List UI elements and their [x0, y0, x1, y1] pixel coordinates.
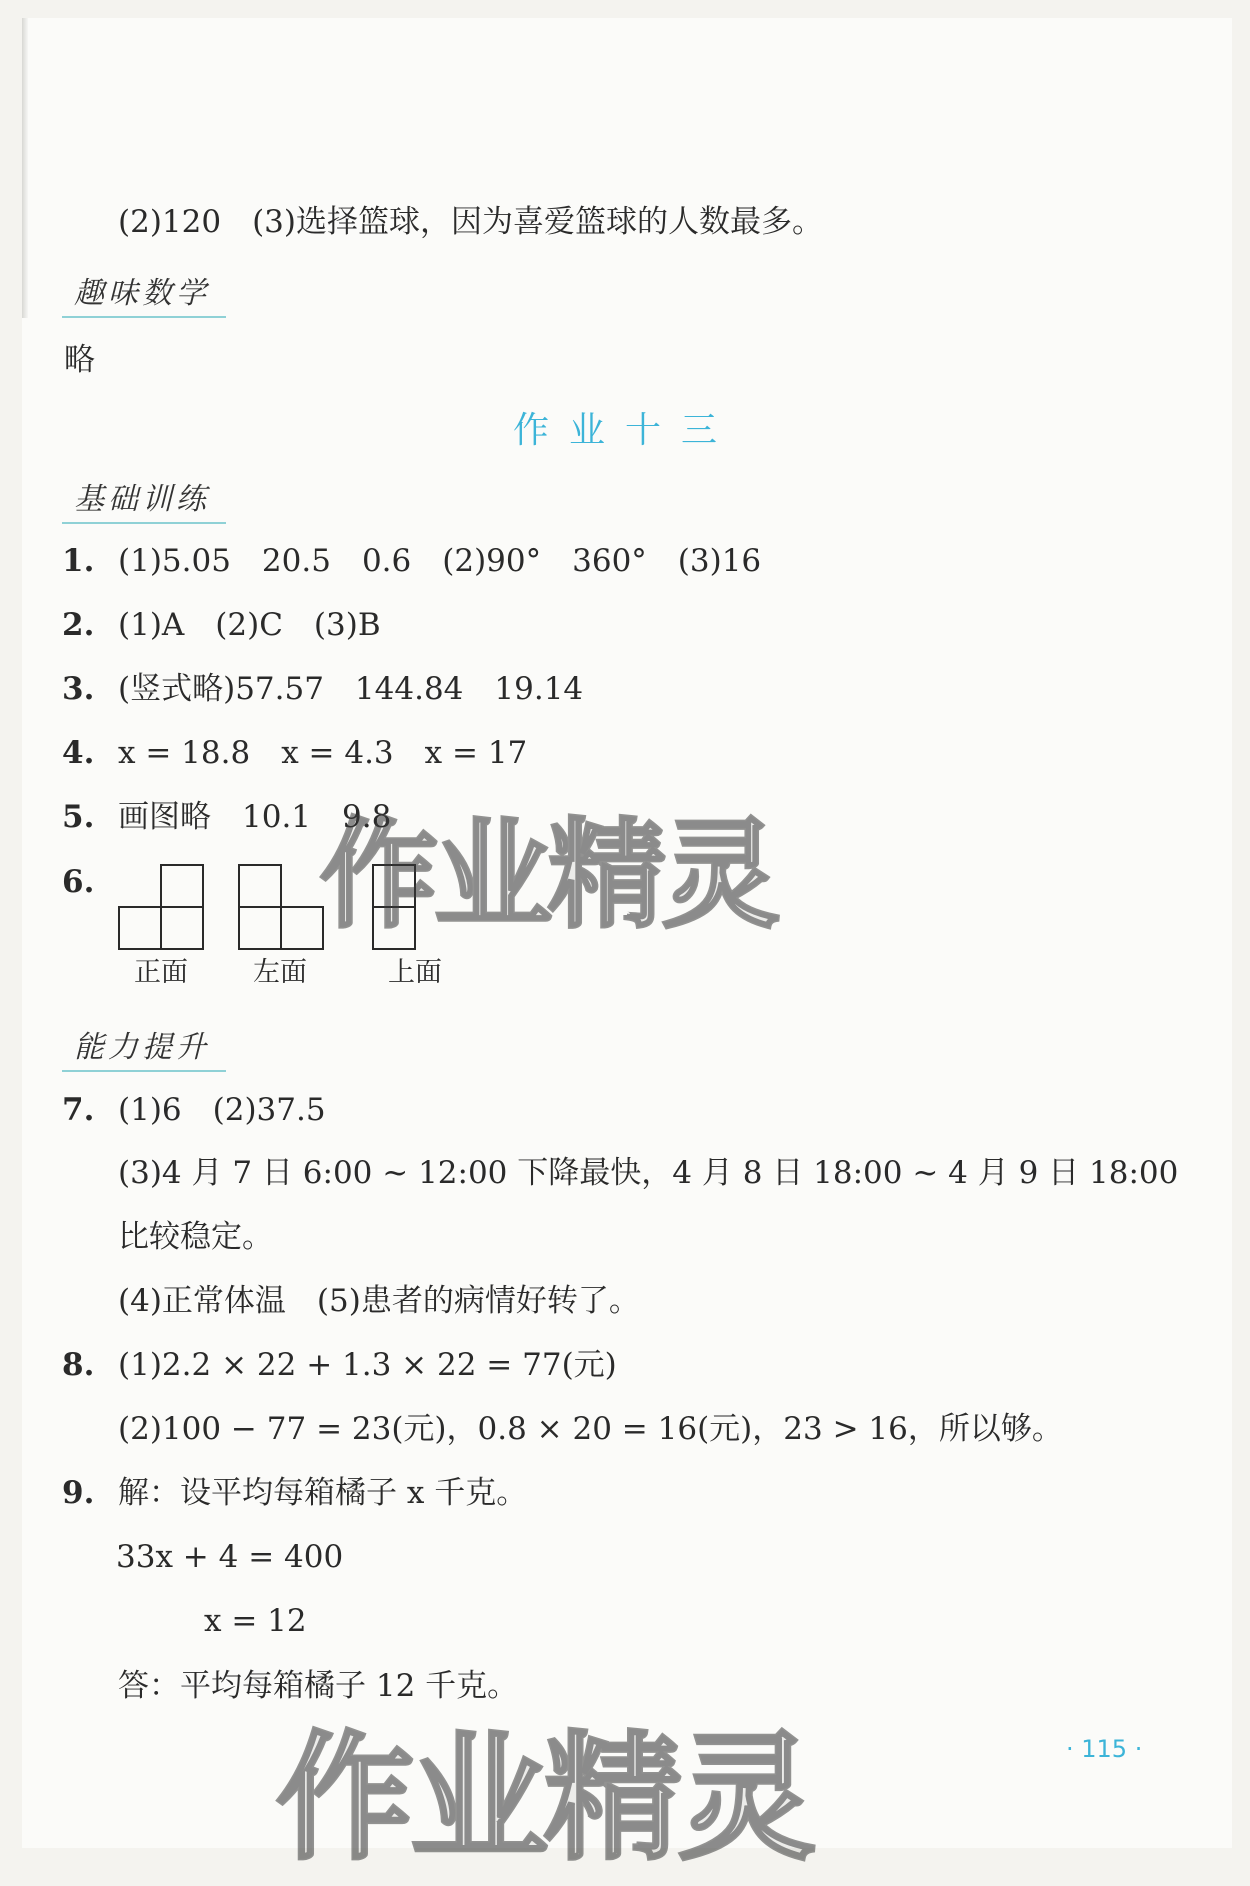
question-number: 7.: [62, 1092, 95, 1128]
fun-math-answer: 略: [64, 342, 95, 378]
answer-text: 画图略 10.1 9.8: [118, 799, 392, 835]
section-fun-math: 趣味数学: [62, 268, 216, 316]
question-number: 8.: [62, 1347, 95, 1383]
question-8-part-2: (2)100 − 77 = 23(元)，0.8 × 20 = 16(元)，23 > 16，所以够。: [118, 1411, 1063, 1447]
answer-text: (1)2.2 × 22 + 1.3 × 22 = 77(元): [118, 1347, 617, 1383]
front-view-label: 正面: [134, 957, 188, 988]
question-number: 3.: [62, 671, 95, 707]
homework-title: 作业十三: [512, 410, 737, 451]
question-9: [62, 1473, 527, 1513]
answer-text: 解：设平均每箱橘子 x 千克。: [118, 1475, 528, 1511]
top-view-label: 上面: [388, 957, 442, 988]
question-1: [62, 541, 761, 581]
answer-text: (竖式略)57.57 144.84 19.14: [118, 671, 584, 707]
question-2: [62, 605, 381, 645]
final-answer: 答：平均每箱橘子 12 千克。: [118, 1668, 519, 1704]
front-view-drawing: [118, 864, 208, 952]
page-spine-shadow: [22, 18, 28, 318]
answer-text: x = 18.8 x = 4.3 x = 17: [118, 735, 528, 771]
top-answer: (2)120 (3)选择篮球，因为喜爱篮球的人数最多。: [118, 204, 823, 240]
answer-text: (1)5.05 20.5 0.6 (2)90° 360° (3)16: [118, 543, 762, 579]
question-number: 5.: [62, 799, 95, 835]
question-7-part-3: (3)4 月 7 日 6:00 ~ 12:00 下降最快，4 月 8 日 18:00 ~ 4 月 9 日 18:00: [118, 1155, 1179, 1191]
answer-text: (1)6 (2)37.5: [118, 1092, 326, 1128]
question-number: 4.: [62, 735, 95, 771]
left-view-label: 左面: [253, 957, 307, 988]
question-number: 9.: [62, 1475, 95, 1511]
question-4: [62, 733, 527, 773]
question-6: [62, 862, 118, 902]
question-7: [62, 1090, 326, 1130]
section-ability: 能力提升: [62, 1022, 216, 1070]
question-number: 1.: [62, 543, 95, 579]
question-number: 6.: [62, 864, 95, 900]
answer-text: (1)A (2)C (3)B: [118, 607, 381, 643]
question-3: [62, 669, 583, 709]
equation-1: 33x + 4 = 400: [116, 1539, 344, 1575]
question-7-part-3-cont: 比较稳定。: [118, 1219, 273, 1255]
question-8: [62, 1345, 617, 1385]
question-7-part-4-5: (4)正常体温 (5)患者的病情好转了。: [118, 1283, 640, 1319]
page-number: · 115 ·: [1066, 1735, 1143, 1763]
section-basic: 基础训练: [62, 474, 216, 522]
equation-2: x = 12: [204, 1603, 307, 1639]
left-view-drawing: [238, 864, 328, 952]
question-number: 2.: [62, 607, 95, 643]
watermark-lower: 作业精灵: [276, 1718, 813, 1879]
watermark-upper: 作业精灵: [320, 806, 777, 944]
